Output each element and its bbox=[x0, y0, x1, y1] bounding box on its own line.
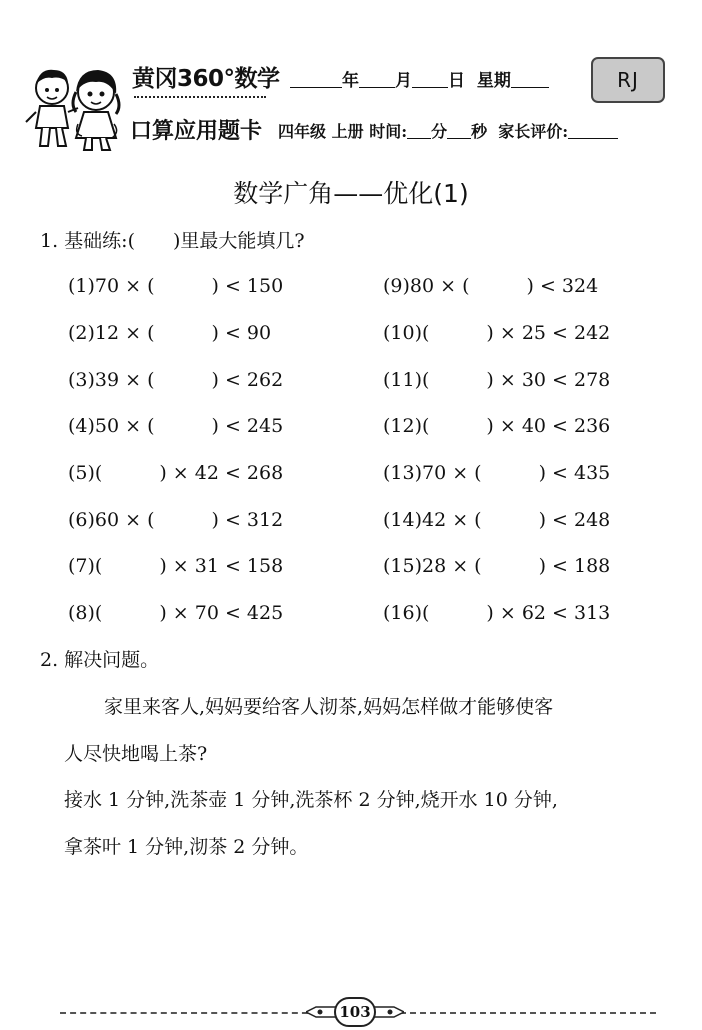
weekday-label: 星期 bbox=[476, 71, 511, 91]
q1-item-11: (11)( ) × 30 < 278 bbox=[383, 369, 611, 391]
q2-paragraph-line-3: 接水 1 分钟,洗茶壶 1 分钟,洗茶杯 2 分钟,烧开水 10 分钟, bbox=[64, 789, 558, 811]
footer-ornament-left-icon bbox=[306, 1004, 336, 1020]
footer-divider-left bbox=[60, 1012, 318, 1014]
info-line bbox=[278, 119, 618, 142]
edition-badge: RJ bbox=[591, 57, 665, 103]
day-field[interactable] bbox=[412, 71, 448, 88]
q2-paragraph-line-1: 家里来客人,妈妈要给客人沏茶,妈妈怎样做才能够使客 bbox=[104, 696, 554, 718]
q1-item-2: (2)12 × ( ) < 90 bbox=[68, 322, 272, 344]
date-line bbox=[290, 66, 549, 91]
year-field[interactable] bbox=[290, 71, 342, 88]
page-title: 数学广角——优化(1) bbox=[233, 179, 469, 208]
day-label: 日 bbox=[448, 71, 465, 91]
footer-divider-right bbox=[400, 1012, 656, 1014]
footer-ornament-right-icon bbox=[374, 1004, 404, 1020]
q2-paragraph-line-2: 人尽快地喝上茶? bbox=[64, 743, 208, 765]
term-label: 上册 bbox=[331, 122, 364, 141]
q1-item-8: (8)( ) × 70 < 425 bbox=[68, 602, 284, 624]
q1-item-12: (12)( ) × 40 < 236 bbox=[383, 415, 611, 437]
second-label: 秒 bbox=[471, 122, 488, 141]
mascot-kids-illustration bbox=[22, 62, 130, 154]
q1-item-16: (16)( ) × 62 < 313 bbox=[383, 602, 611, 624]
q1-item-13: (13)70 × ( ) < 435 bbox=[383, 462, 611, 484]
q1-item-5: (5)( ) × 42 < 268 bbox=[68, 462, 284, 484]
page-number: 103 bbox=[334, 997, 376, 1027]
q1-item-10: (10)( ) × 25 < 242 bbox=[383, 322, 611, 344]
parent-eval-label: 家长评价: bbox=[498, 122, 569, 141]
q1-item-7: (7)( ) × 31 < 158 bbox=[68, 555, 284, 577]
second-field[interactable] bbox=[447, 122, 471, 139]
q1-item-14: (14)42 × ( ) < 248 bbox=[383, 509, 611, 531]
month-label: 月 bbox=[395, 71, 412, 91]
month-field[interactable] bbox=[359, 71, 395, 88]
year-label: 年 bbox=[342, 71, 359, 91]
q1-item-1: (1)70 × ( ) < 150 bbox=[68, 275, 284, 297]
weekday-field[interactable] bbox=[511, 71, 549, 88]
brand-title: 黄冈360°数学 bbox=[132, 66, 280, 92]
question-2-heading: 2. 解决问题。 bbox=[40, 649, 160, 671]
brand-underline-divider bbox=[134, 96, 266, 98]
q1-item-4: (4)50 × ( ) < 245 bbox=[68, 415, 284, 437]
question-1-heading: 1. 基础练:( )里最大能填几? bbox=[40, 230, 305, 252]
q1-item-6: (6)60 × ( ) < 312 bbox=[68, 509, 284, 531]
q1-item-15: (15)28 × ( ) < 188 bbox=[383, 555, 611, 577]
q1-item-9: (9)80 × ( ) < 324 bbox=[383, 275, 599, 297]
minute-field[interactable] bbox=[407, 122, 431, 139]
parent-eval-field[interactable] bbox=[568, 122, 618, 139]
minute-label: 分 bbox=[431, 122, 448, 141]
grade-label: 四年级 bbox=[278, 122, 327, 141]
q1-item-3: (3)39 × ( ) < 262 bbox=[68, 369, 284, 391]
q2-paragraph-line-4: 拿茶叶 1 分钟,沏茶 2 分钟。 bbox=[64, 836, 309, 858]
card-title: 口算应用题卡 bbox=[130, 119, 263, 144]
time-label: 时间: bbox=[369, 122, 408, 141]
